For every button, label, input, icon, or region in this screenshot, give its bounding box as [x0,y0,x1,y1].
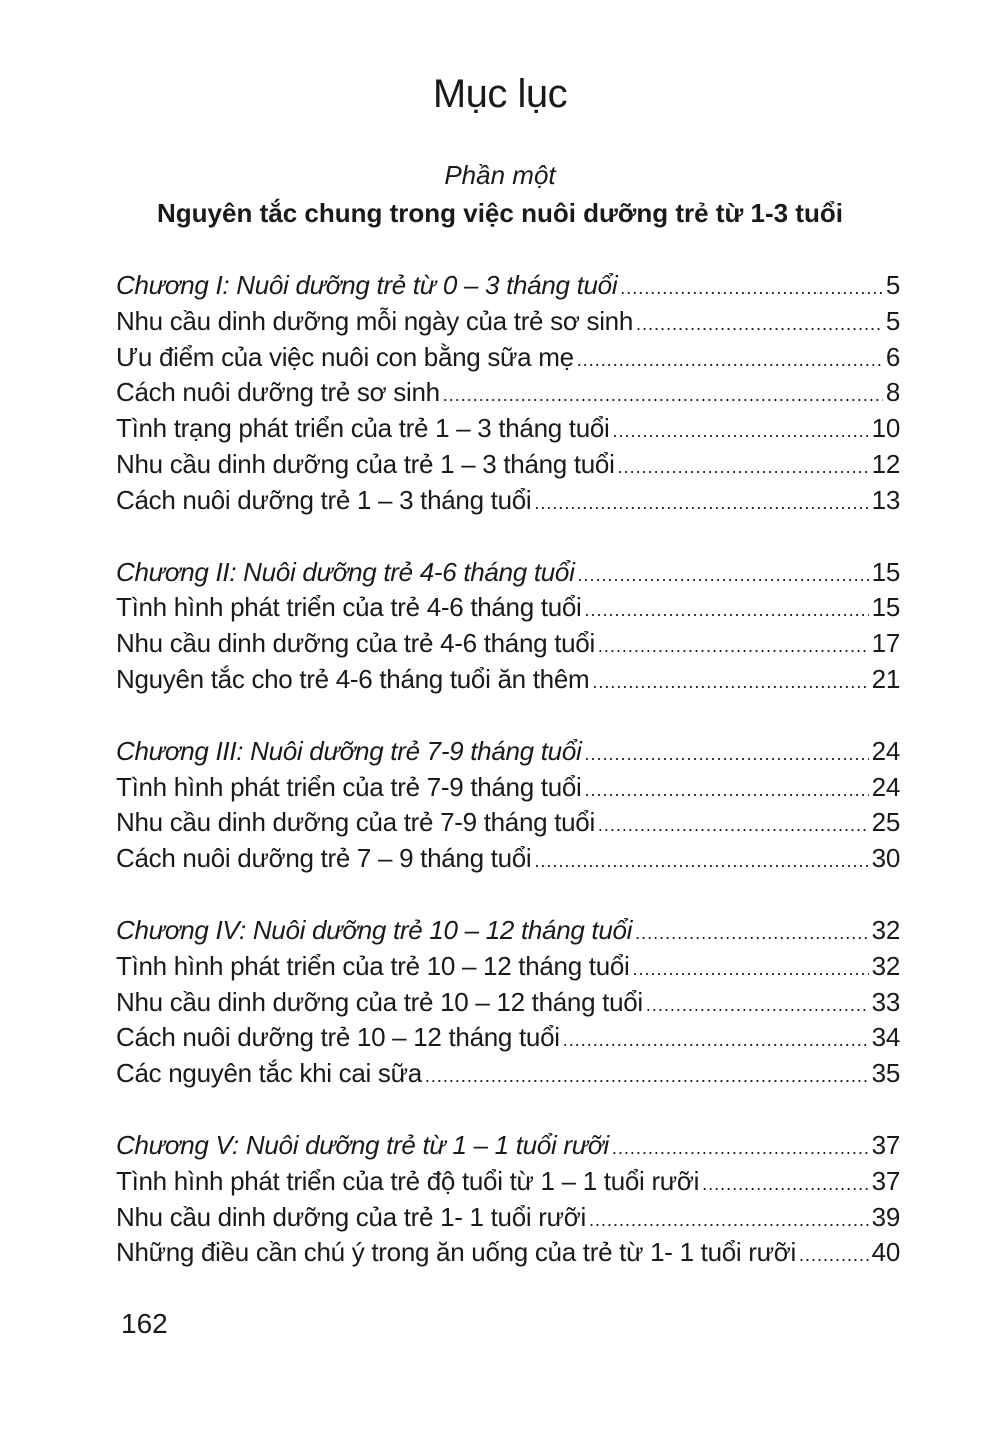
toc-entry-label: Các nguyên tắc khi cai sữa [116,1058,422,1089]
toc-page-number: 40 [871,1237,900,1268]
dot-leader [563,1023,869,1059]
toc-page-number: 24 [871,735,900,766]
toc-entry [116,483,900,519]
toc-entry [116,1164,900,1200]
part-label: Phần một [444,160,556,190]
toc-page-number: 15 [871,592,900,623]
dot-leader [443,378,883,414]
toc-entry-label: Tình hình phát triển của trẻ 4-6 tháng tuổi [116,592,582,623]
dot-leader [534,844,868,880]
dot-leader [585,773,869,809]
dot-leader [646,988,869,1024]
chapter-2 [116,555,900,698]
page-title: Mục lục [432,72,568,116]
dot-leader [633,952,869,988]
toc-page-number: 17 [871,628,900,659]
dot-leader [618,450,869,486]
toc-entry-label: Tình hình phát triển của trẻ độ tuổi từ 1 – 1 tuổi rưỡi [116,1165,700,1196]
toc-entry [116,411,900,447]
toc-page-number: 35 [871,1058,900,1089]
toc-chapter-heading [116,1128,900,1164]
toc-page-number: 34 [871,1022,900,1053]
toc-entry-label: Nhu cầu dinh dưỡng của trẻ 1 – 3 tháng tuổi [116,448,615,479]
dot-leader [577,343,883,379]
toc-page-number: 12 [871,448,900,479]
toc-page-number: 21 [871,663,900,694]
dot-leader [584,737,868,773]
dot-leader [578,558,869,594]
dot-leader [635,916,869,952]
toc-entry-label: Tình trạng phát triển của trẻ 1 – 3 tháng tuổi [116,413,610,444]
toc-entry-label: Chương III: Nuôi dưỡng trẻ 7-9 tháng tuổi [116,735,582,766]
toc-entry-label: Chương II: Nuôi dưỡng trẻ 4-6 tháng tuổi [116,556,575,587]
toc-entry [116,770,900,806]
dot-leader [612,1131,869,1167]
toc-entry-label: Nhu cầu dinh dưỡng của trẻ 7-9 tháng tuổi [116,807,595,838]
dot-leader [598,808,869,844]
toc-entry [116,447,900,483]
toc-entry-label: Nhu cầu dinh dưỡng mỗi ngày của trẻ sơ sinh [116,305,634,336]
toc-entry [116,304,900,340]
part-title: Nguyên tắc chung trong việc nuôi dưỡng trẻ từ 1-3 tuổi [157,198,843,228]
dot-leader [598,629,869,665]
toc-entry [116,340,900,376]
toc-page-number: 32 [871,950,900,981]
toc-entry-label: Cách nuôi dưỡng trẻ sơ sinh [116,377,440,408]
toc-page-number: 24 [871,771,900,802]
toc-entry [116,949,900,985]
toc-entry [116,1235,900,1271]
toc-entry [116,1056,900,1092]
toc-entry-label: Nhu cầu dinh dưỡng của trẻ 10 – 12 tháng tuổi [116,986,643,1017]
toc-entry [116,1020,900,1056]
toc-entry-label: Chương I: Nuôi dưỡng trẻ từ 0 – 3 tháng tuổi [116,270,618,300]
toc-entry-label: Tình hình phát triển của trẻ 10 – 12 tháng tuổi [116,950,630,981]
toc-entry [116,985,900,1021]
chapter-1 [116,268,900,519]
toc-page-number: 37 [871,1165,900,1196]
toc-page-number: 8 [885,377,900,408]
toc-entry [116,662,900,698]
toc-entry-label: Những điều cần chú ý trong ăn uống của trẻ từ 1- 1 tuổi rưỡi [116,1237,796,1268]
toc-page-number: 15 [871,556,900,587]
toc-chapter-heading [116,913,900,949]
toc-page-number: 13 [871,484,900,515]
toc-entry-label: Nhu cầu dinh dưỡng của trẻ 1- 1 tuổi rưỡi [116,1201,586,1232]
toc-chapter-heading [116,555,900,591]
dot-leader [620,271,883,307]
toc-page-number: 33 [871,986,900,1017]
toc-chapter-heading [116,734,900,770]
toc-page-number: 10 [871,413,900,444]
toc-entry-label: Ưu điểm của việc nuôi con bằng sữa mẹ [116,341,574,372]
chapter-5 [116,1128,900,1271]
toc-entry-label: Tình hình phát triển của trẻ 7-9 tháng tuổi [116,771,582,802]
dot-leader [702,1167,869,1203]
dot-leader [592,665,868,701]
toc-entry-label: Chương IV: Nuôi dưỡng trẻ 10 – 12 tháng tuổi [116,914,633,945]
page-number-folio: 162 [121,1308,168,1339]
toc-page-number: 32 [871,914,900,945]
toc-entry-label: Nguyên tắc cho trẻ 4-6 tháng tuổi ăn thêm [116,663,590,694]
chapter-3 [116,734,900,877]
toc-page-number: 37 [871,1129,900,1160]
toc-page-number: 25 [871,807,900,838]
toc-entry [116,841,900,877]
toc-entry-label: Cách nuôi dưỡng trẻ 10 – 12 tháng tuổi [116,1022,560,1053]
toc-entry-label: Chương V: Nuôi dưỡng trẻ từ 1 – 1 tuổi rưỡi [116,1129,609,1160]
chapter-4 [116,913,900,1092]
toc-entry [116,626,900,662]
table-of-contents [116,268,900,1307]
toc-entry [116,805,900,841]
toc-page-number: 39 [871,1201,900,1232]
toc-entry [116,375,900,411]
dot-leader [534,486,868,522]
toc-entry-label: Cách nuôi dưỡng trẻ 7 – 9 tháng tuổi [116,843,532,874]
toc-page-number: 5 [885,305,900,336]
dot-leader [425,1059,869,1095]
dot-leader [636,307,883,343]
toc-entry [116,590,900,626]
dot-leader [585,593,869,629]
toc-chapter-heading [116,268,900,304]
toc-entry-label: Nhu cầu dinh dưỡng của trẻ 4-6 tháng tuổi [116,628,595,659]
dot-leader [613,414,869,450]
toc-entry-label: Cách nuôi dưỡng trẻ 1 – 3 tháng tuổi [116,484,532,515]
toc-page-number: 30 [871,843,900,874]
toc-page-number: 5 [885,270,900,300]
toc-page-number: 6 [885,341,900,372]
toc-entry [116,1200,900,1236]
dot-leader [799,1238,869,1274]
dot-leader [589,1203,869,1239]
